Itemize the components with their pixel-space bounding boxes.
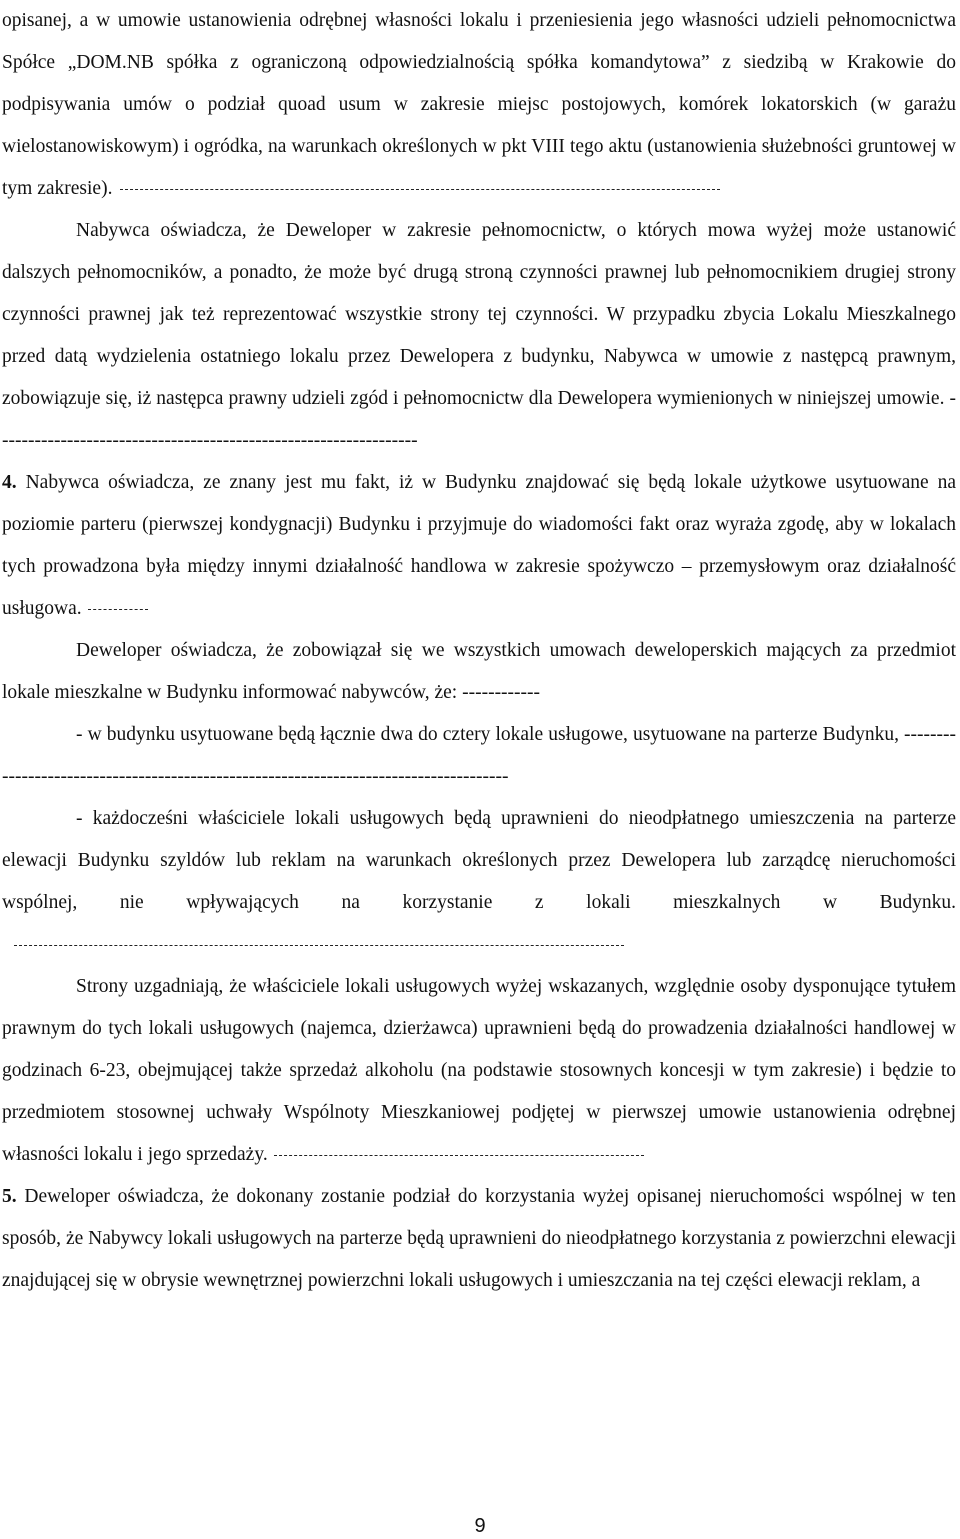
- dash-fill-line: [14, 945, 624, 946]
- paragraph-section-4: 4. Nabywca oświadcza, ze znany jest mu fakt, iż w Budynku znajdować się będą lokale użytkowe usytuowane na poziomie parteru (pierwszej kondygnacji) Budynku i przyjmuje do wiadomości fakt oraz wyraża zgodę, aby w lokalach tych prowadzona była między innymi działalność handlowa w zakresie spożywczo – przemysłowym oraz działalność usługowa.: [2, 472, 956, 619]
- paragraph-service-premises: - w budynku usytuowane będą łącznie dwa do cztery lokale usługowe, usytuowane na parterze Budynku, --------------------------------------------------------------------------------------: [2, 724, 956, 787]
- dash-fill-line: [274, 1155, 644, 1156]
- document-body: [2, 0, 956, 1302]
- paragraph-section-5: 5. Deweloper oświadcza, że dokonany zostanie podział do korzystania wyżej opisanej nieruchomości wspólnej w ten sposób, że Nabywcy lokali usługowych na parterze będą uprawnieni do nieodpłatnego korzystania z powierzchni elewacji znajdującej się w obrysie wewnętrznej powierzchni lokali usługowych i umieszczania na tej części elewacji reklam, a: [2, 1186, 957, 1291]
- dash-fill-line: [120, 189, 720, 190]
- paragraph-trading-hours: Strony uzgadniają, że właściciele lokali usługowych wyżej wskazanych, względnie osoby dysponujące tytułem prawnym do tych lokali usługowych (najemca, dzierżawca) uprawnieni będą do prowadzenia działalności handlowej w godzinach 6-23, obejmującej także sprzedaż alkoholu (na podstawie stosownych koncesji w tym zakresie) i będzie to przedmiotem stosownej uchwały Wspólnoty Mieszkaniowej podjętej w pierwszej umowie ustanowienia odrębnej własności lokalu i jego sprzedaży.: [2, 976, 956, 1165]
- section-number: 4.: [2, 472, 17, 493]
- paragraph-power-of-attorney: opisanej, a w umowie ustanowienia odrębnej własności lokalu i przeniesienia jego własności udzieli pełnomocnictwa Spółce „DOM.NB spółka z ograniczoną odpowiedzialnością spółka komandytowa” z siedzibą w Krakowie do podpisywania umów o podział quoad usum w zakresie miejsc postojowych, komórek lokatorskich (w garażu wielostanowiskowym) i ogródka, na warunkach określonych w pkt VIII tego aktu (ustanowienia służebności gruntowej w tym zakresie).: [2, 10, 956, 199]
- paragraph-developer-obligation: Deweloper oświadcza, że zobowiązał się we wszystkich umowach deweloperskich mających za przedmiot lokale mieszkalne w Budynku informować nabywców, że: ------------: [2, 640, 956, 703]
- page-number: 9: [474, 1515, 486, 1537]
- section-number: 5.: [2, 1186, 17, 1207]
- paragraph-signage: - każdocześni właściciele lokali usługowych będą uprawnieni do nieodpłatnego umieszczenia na parterze elewacji Budynku szyldów lub reklam na warunkach określonych przez Dewelopera lub zarządcę nieruchomości wspólnej, nie wpływających na korzystanie z lokali mieszkalnych w Budynku.: [2, 798, 956, 966]
- paragraph-further-attorneys: Nabywca oświadcza, że Deweloper w zakresie pełnomocnictw, o których mowa wyżej może ustanowić dalszych pełnomocników, a ponadto, że może być drugą stroną czynności prawnej lub pełnomocnikiem drugiej strony czynności prawnej jak też reprezentować wszystkie strony tej czynności. W przypadku zbycia Lokalu Mieszkalnego przed datą wydzielenia ostatniego lokalu przez Dewelopera z budynku, Nabywca w umowie z następcą prawnym, zobowiązuje się, iż następca prawny udzieli zgód i pełnomocnictw dla Dewelopera wymienionych w niniejszej umowie. -----------------------------------------------------------------: [2, 220, 956, 451]
- dash-fill-line: [88, 609, 148, 610]
